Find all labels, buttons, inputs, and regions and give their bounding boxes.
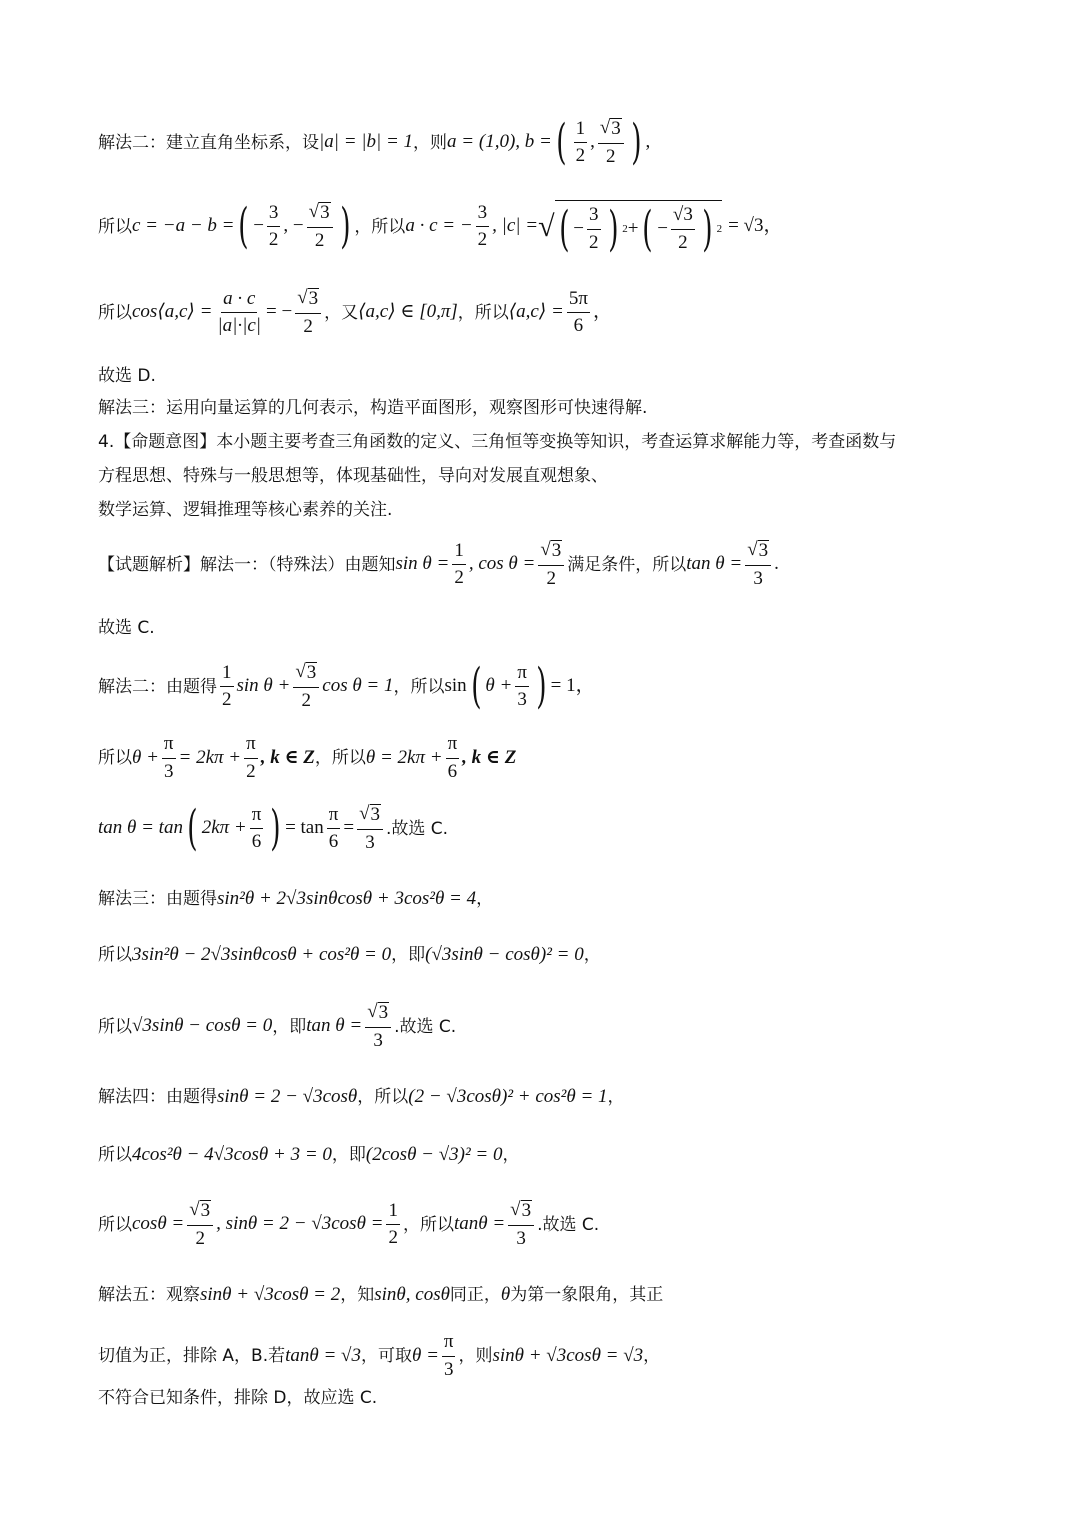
answer-d: 故选 D.	[98, 366, 156, 386]
line-cos-angle: 所以 cos⟨a,c⟩ = $\frac{a \cdot c}{|a|\cdot|c|}$ = − √ 3 2 ，又 ⟨a,c⟩ ∈ [0,π] ，所以 ⟨a,c⟩ = $\frac{5\pi}{6}$ ，	[98, 287, 612, 337]
q4-intent-line2: 方程思想、特殊与一般思想等，体现基础性，导向对发展直观想象、	[98, 466, 608, 486]
text: 解法二：建立直角坐标系，设	[98, 132, 319, 153]
line-method4-quad: 所以 4cos²θ − 4√3cosθ + 3 = 0 ，即 (2cosθ − √3)² = 0 ，	[98, 1144, 520, 1166]
left-paren: (	[556, 114, 567, 171]
line-method2-trig: 解法二：由题得 $\frac{1}{2}$ sin θ + √ 3 2 cos θ = 1 ，所以 sin ( θ + $\frac{\pi}{3}$ ) = 1，	[98, 658, 595, 715]
text: 所以	[98, 216, 132, 237]
line-method4-result: 所以 cosθ = √ 3 2 , sinθ = 2 − √3cosθ = $\frac{1}{2}$ ，所以 tanθ = √ 3 3 .故选 C.	[98, 1199, 600, 1249]
math: c = −a − b =	[132, 215, 235, 237]
math: , |c| =	[492, 215, 539, 237]
line-method3-result: 所以 √3sinθ − cosθ = 0 ，即 tan θ = √ 3 3 .故选 C.	[98, 1001, 457, 1051]
method3-text: 解法三：运用向量运算的几何表示，构造平面图形，观察图形可快速得解.	[98, 398, 648, 418]
line-method4-setup: 解法四：由题得 sinθ = 2 − √3cosθ ，所以 (2 − √3cosθ)² + cos²θ = 1 ，	[98, 1086, 625, 1108]
fraction: √ 3 2	[598, 118, 624, 168]
q4-intent-line1: 4.【命题意图】本小题主要考查三角函数的定义、三角恒等变换等知识，考查运算求解能力等，考查函数与	[98, 432, 897, 452]
line-method3-expand: 所以 3sin²θ − 2√3sinθcosθ + cos²θ = 0 ，即 (√3sinθ − cosθ)² = 0 ，	[98, 944, 601, 966]
line-method2-setup: 解法二：建立直角坐标系，设 |a| = |b| = 1 ，则 a = (1,0), b = ( $\frac{1}{2}$ , √ 3 2 ) ,	[98, 114, 651, 171]
answer-c-1: 故选 C.	[98, 618, 155, 638]
line-vector-c: 所以 c = −a − b = ( − $\frac{3}{2}$ , − √ 3 2 ) ，所以 a · c = − $\frac{3}{2}$ , |c| = √ ( − $\frac{3}{2}$ ) 2 + ( − $\frac{√3}{2}$ ) 2 = √3，	[98, 198, 783, 257]
final-answer: 不符合已知条件，排除 D，故应选 C.	[98, 1388, 378, 1408]
math: a = (1,0), b =	[447, 131, 552, 153]
math: = √3，	[728, 215, 783, 237]
text: ，则	[413, 132, 448, 153]
line-method5-exclude: 切值为正，排除 A，B.若 tanθ = √3 ，可取 θ = $\frac{\pi}{3}$ ，则 sinθ + √3cosθ = √3 ，	[98, 1331, 661, 1380]
line-method1: 【试题解析】解法一：（特殊法）由题知 sin θ = $\frac{1}{2}$ , cos θ = √ 3 2 满足条件，所以 tan θ = √ 3 3 .	[98, 539, 779, 589]
right-paren: )	[630, 114, 642, 171]
math: a · c = −	[405, 215, 473, 237]
line-theta-solve: 所以 θ + $\frac{\pi}{3}$ = 2kπ + $\frac{\pi}{2}$ , k ∈ Z ，所以 θ = 2kπ + $\frac{\pi}{6}$ , k ∈ Z	[98, 733, 517, 782]
line-method3-sq: 解法三：由题得 sin²θ + 2√3sinθcosθ + 3cos²θ = 4 ，	[98, 888, 494, 910]
math: |a| = |b| = 1	[319, 131, 414, 153]
q4-intent-line3: 数学运算、逻辑推理等核心素养的关注.	[98, 500, 393, 520]
math: ,	[645, 131, 651, 153]
text: ，所以	[354, 216, 406, 237]
fraction: $\frac{1}{2}$	[575, 117, 586, 167]
line-tan-value: tan θ = tan ( 2kπ + $\frac{\pi}{6}$ ) = tan $\frac{\pi}{6}$ = √ 3 3 .故选 C.	[98, 800, 449, 857]
line-method5-obs: 解法五：观察 sinθ + √3cosθ = 2 ，知 sinθ, cosθ 同正， θ 为第一象限角，其正	[98, 1284, 664, 1306]
